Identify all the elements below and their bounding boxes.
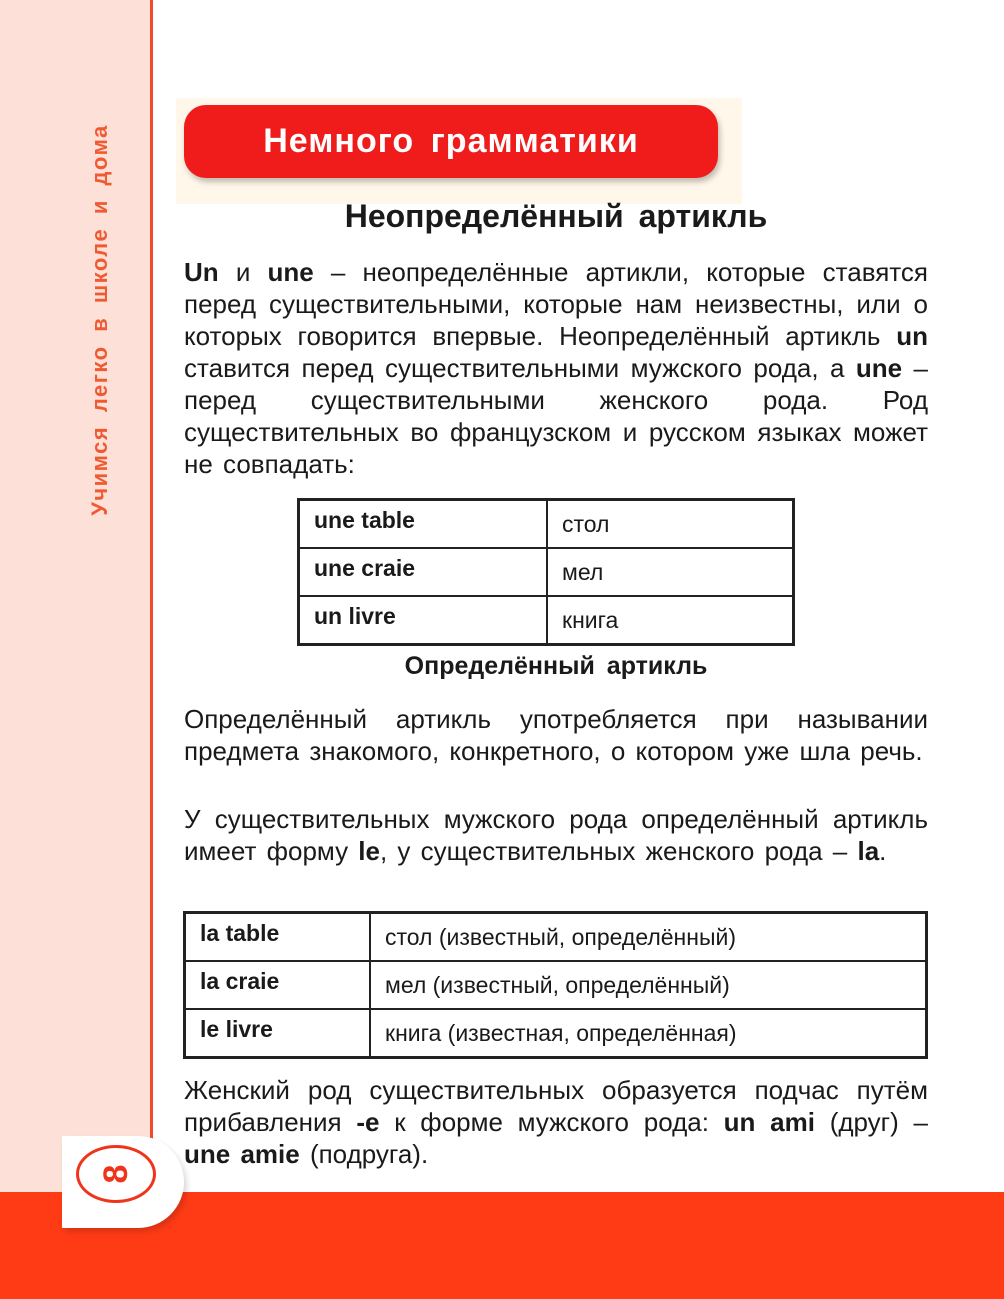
text-run: Женский род существительных образуется подчас путём прибавления — [184, 1075, 928, 1137]
table-row — [299, 500, 794, 549]
heading-definite-article: Определённый артикль — [404, 652, 708, 680]
text-run: Определённый артикль употребляется при назывании предмета знакомого, конкретного, о котором уже шла речь. — [184, 704, 928, 766]
russian-cell: книга — [547, 596, 794, 645]
indefinite-article-table — [297, 498, 795, 646]
page-number: 8 — [96, 1164, 135, 1184]
sidebar-band — [0, 0, 152, 1299]
section-banner: Немного грамматики — [184, 105, 718, 178]
russian-cell: мел — [547, 548, 794, 596]
russian-cell: стол — [547, 500, 794, 549]
paragraph-feminine-formation — [184, 1074, 928, 1170]
french-cell: la craie — [185, 961, 371, 1009]
text-run: (друг) – — [814, 1107, 929, 1137]
text-run: У существительных мужского рода определённый артикль имеет форму — [184, 804, 928, 866]
bold-term: -e — [356, 1107, 380, 1137]
french-cell: une table — [299, 500, 548, 549]
text-run: (подруга). — [299, 1139, 429, 1169]
bold-term: un — [896, 321, 928, 351]
bold-term: une — [267, 257, 314, 287]
text-run: , у существительных женского рода – — [379, 836, 858, 866]
paragraph-indefinite — [184, 256, 928, 480]
bold-term: une — [855, 353, 903, 383]
sidebar-divider — [150, 0, 153, 1190]
table-row — [185, 913, 927, 962]
french-cell: une craie — [299, 548, 548, 596]
text-run: к форме мужского рода: — [379, 1107, 724, 1137]
table-row — [185, 961, 927, 1009]
text-run: и — [218, 257, 268, 287]
russian-cell: книга (известная, определённая) — [370, 1009, 927, 1058]
heading-indefinite-article: Неопределённый артикль — [344, 198, 768, 234]
russian-cell: мел (известный, определённый) — [370, 961, 927, 1009]
table-row — [185, 1009, 927, 1058]
bold-term: un ami — [723, 1107, 815, 1137]
definite-article-table — [183, 911, 928, 1059]
russian-cell: стол (известный, определённый) — [370, 913, 927, 962]
paragraph-definite-forms — [184, 803, 928, 867]
text-run: – неопределённые артикли, которые ставятся перед существительными, которые нам неизвестны, или о которых говорится впервые. Неопределённый артикль — [184, 257, 928, 351]
table-row — [299, 596, 794, 645]
french-cell: le livre — [185, 1009, 371, 1058]
sidebar-series-title: Учимся легко в школе и дома — [87, 124, 112, 516]
bold-term: Un — [184, 257, 219, 287]
text-run: – перед существительными женского рода. Род существительных во французском и русском языках может не совпадать: — [184, 353, 929, 479]
bold-term: le — [358, 836, 380, 866]
french-cell: la table — [185, 913, 371, 962]
bold-term: la — [857, 836, 880, 866]
text-run: . — [879, 836, 887, 866]
text-run: ставится перед существительными мужского рода, а — [184, 353, 856, 383]
french-cell: un livre — [299, 596, 548, 645]
paragraph-definite-usage — [184, 703, 928, 767]
bold-term: une amie — [184, 1139, 300, 1169]
table-row — [299, 548, 794, 596]
